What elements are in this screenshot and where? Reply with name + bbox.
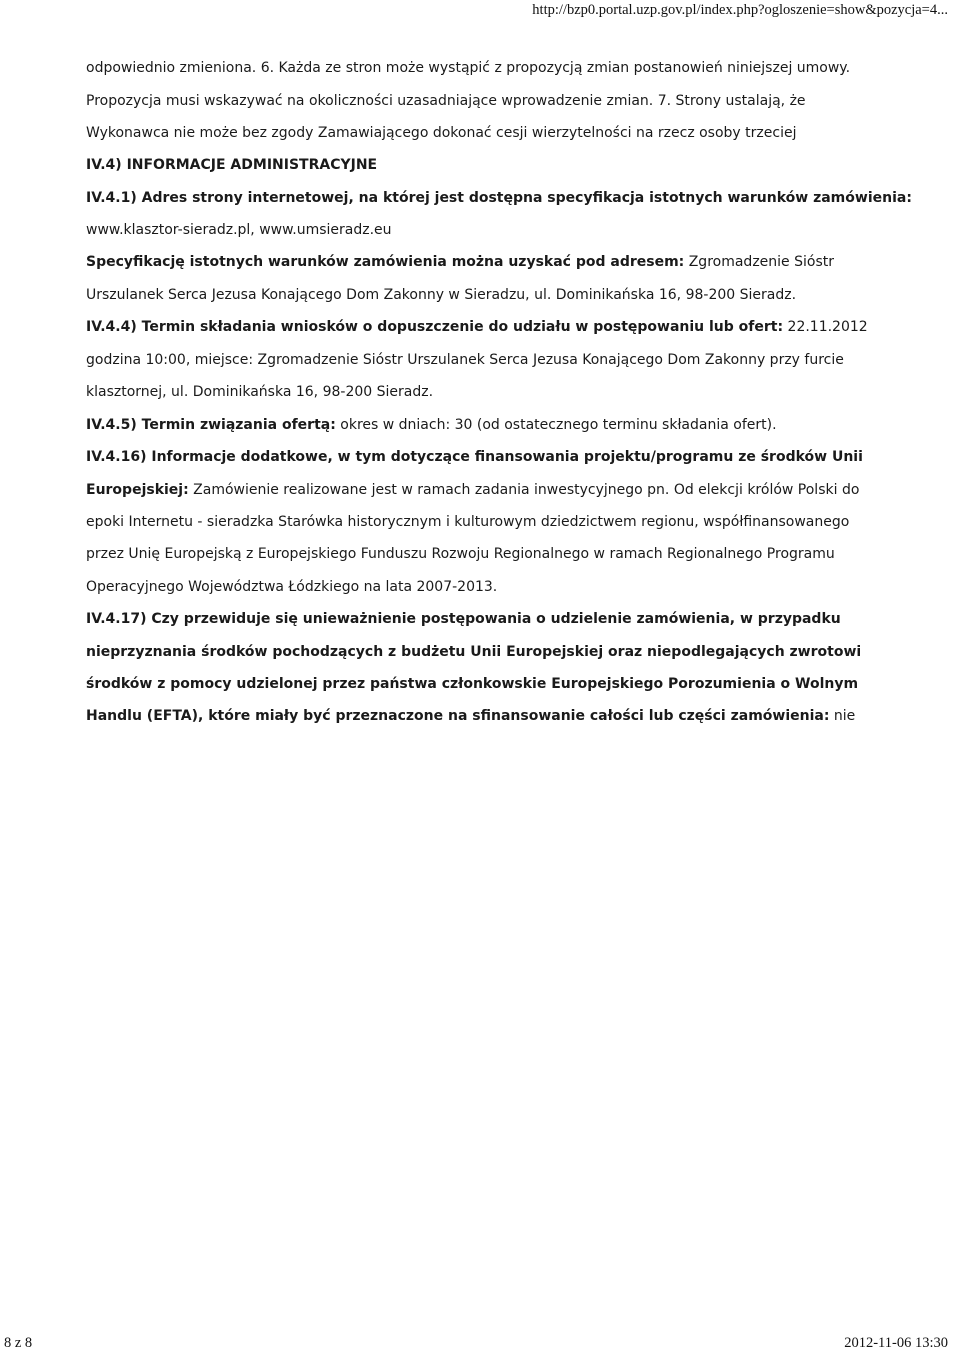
s6-label-1: IV.4.17) Czy przewiduje się unieważnienie postępowania o udzielenie zamówienia, w przypadku	[86, 611, 841, 627]
s1-label: IV.4.1) Adres strony internetowej, na której jest dostępna specyfikacja istotnych warunków zamówienia:	[86, 190, 912, 206]
s2-value-2: Urszulanek Serca Jezusa Konającego Dom Zakonny w Sieradzu, ul. Dominikańska 16, 98-200 Sieradz.	[86, 287, 797, 303]
s3-value-3: klasztornej, ul. Dominikańska 16, 98-200 Sieradz.	[86, 384, 434, 400]
s5-label-1: IV.4.16) Informacje dodatkowe, w tym dotyczące finansowania projektu/programu ze środków Unii	[86, 449, 863, 465]
page-number: 8 z 8	[4, 1335, 33, 1351]
intro-line-3: Wykonawca nie może bez zgody Zamawiającego dokonać cesji wierzytelności na rzecz osoby trzeciej	[86, 125, 797, 141]
section-heading: IV.4) INFORMACJE ADMINISTRACYJNE	[86, 157, 378, 173]
s2-value-1: Zgromadzenie Sióstr	[688, 254, 834, 270]
s4-line	[86, 417, 777, 433]
s4-label: IV.4.5) Termin związania ofertą:	[86, 417, 336, 433]
s5-value-5: Operacyjnego Województwa Łódzkiego na lata 2007-2013.	[86, 579, 498, 595]
print-datetime: 2012-11-06 13:30	[844, 1335, 948, 1351]
s3-value-2: godzina 10:00, miejsce: Zgromadzenie Sióstr Urszulanek Serca Jezusa Konającego Dom Zakonny przy furcie	[86, 352, 844, 368]
s5-line-2	[86, 482, 859, 498]
header-url: http://bzp0.portal.uzp.gov.pl/index.php?ogloszenie=show&pozycja=4...	[532, 2, 948, 18]
s6-label-3: środków z pomocy udzielonej przez państwa członkowskie Europejskiego Porozumienia o Wolnym	[86, 676, 859, 692]
s2-label: Specyfikację istotnych warunków zamówienia można uzyskać pod adresem:	[86, 254, 685, 270]
s3-value-1: 22.11.2012	[787, 319, 868, 335]
s2-line-1	[86, 254, 834, 270]
s5-value-3: epoki Internetu - sieradzka Starówka historycznym i kulturowym dziedzictwem regionu, współfinansowanego	[86, 514, 850, 530]
s6-label-4: Handlu (EFTA), które miały być przeznaczone na sfinansowanie całości lub części zamówienia:	[86, 708, 830, 724]
s6-line-4	[86, 708, 855, 724]
s3-line-1	[86, 319, 868, 335]
s5-value-4: przez Unię Europejską z Europejskiego Funduszu Rozwoju Regionalnego w ramach Regionalnego Programu	[86, 546, 835, 562]
s6-label-2: nieprzyznania środków pochodzących z budżetu Unii Europejskiej oraz niepodlegających zwrotowi	[86, 644, 862, 660]
s3-label: IV.4.4) Termin składania wniosków o dopuszczenie do udziału w postępowaniu lub ofert:	[86, 319, 784, 335]
s4-value: okres w dniach: 30 (od ostatecznego terminu składania ofert).	[340, 417, 777, 433]
intro-line-1: odpowiednio zmieniona. 6. Każda ze stron może wystąpić z propozycją zmian postanowień niniejszej umowy.	[86, 60, 851, 76]
s5-label-2: Europejskiej:	[86, 482, 189, 498]
s1-value: www.klasztor-sieradz.pl, www.umsieradz.eu	[86, 222, 392, 238]
s6-value: nie	[833, 708, 856, 724]
intro-line-2: Propozycja musi wskazywać na okoliczności uzasadniające wprowadzenie zmian. 7. Strony ustalają, że	[86, 93, 806, 109]
s5-value-2: Zamówienie realizowane jest w ramach zadania inwestycyjnego pn. Od elekcji królów Polski do	[193, 482, 860, 498]
